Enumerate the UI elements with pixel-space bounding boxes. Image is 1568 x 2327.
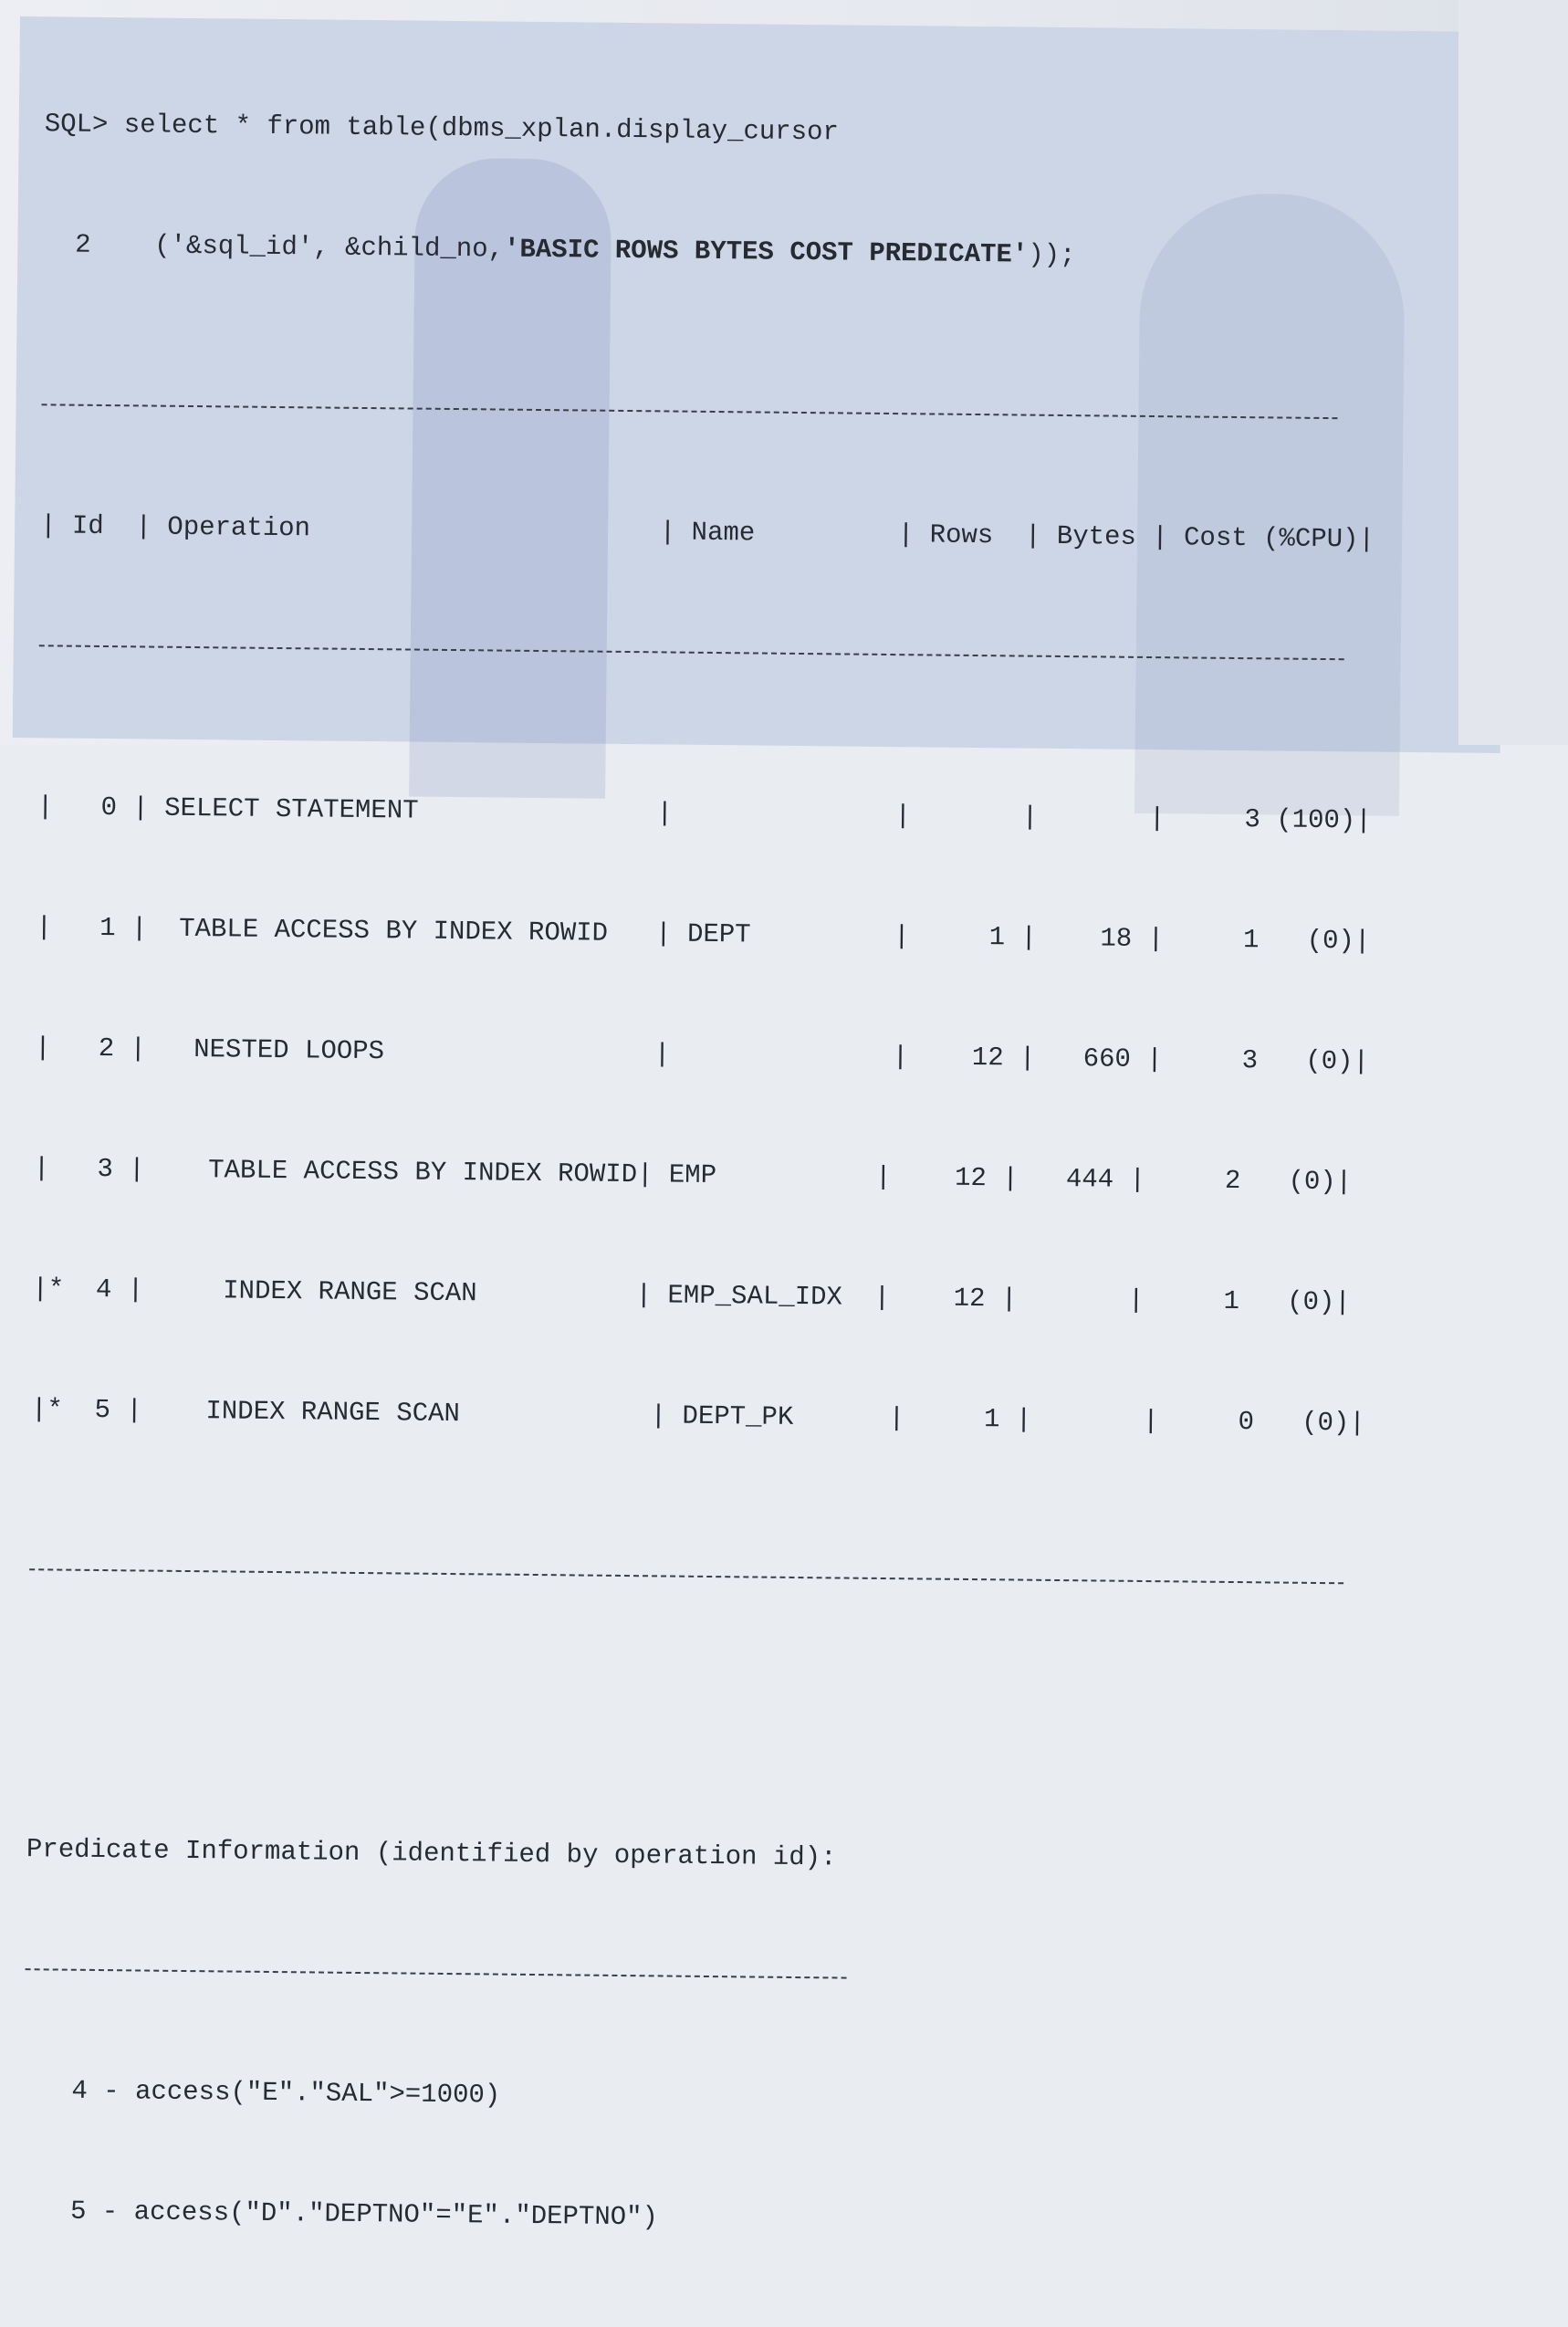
- predicate-title: Predicate Information (identified by operation id):: [26, 1834, 837, 1873]
- plan-table-header: | Id | Operation | Name | Rows | Bytes | Cost (%CPU)|: [39, 510, 1375, 555]
- sql-query-line-2-prefix: 2 ('&sql_id', &child_no,: [43, 229, 505, 265]
- plan-row: |* 5 | INDEX RANGE SCAN | DEPT_PK | 1 | | 0 (0)|: [30, 1394, 1365, 1439]
- sql-query-line-1: SQL> select * from table(dbms_xplan.display_cursor: [44, 109, 840, 148]
- code-listing-panel: [13, 16, 1508, 2233]
- plan-row: |* 4 | INDEX RANGE SCAN | EMP_SAL_IDX | 12 | | 1 (0)|: [32, 1274, 1351, 1318]
- plan-row: | 1 | TABLE ACCESS BY INDEX ROWID | DEPT | 1 | 18 | 1 (0)|: [36, 912, 1371, 957]
- plan-row: | 2 | NESTED LOOPS | | 12 | 660 | 3 (0)|: [34, 1032, 1370, 1077]
- sql-query-line-2: [43, 225, 1485, 280]
- plan-row: | 0 | SELECT STATEMENT | | | | 3 (100)|: [37, 791, 1372, 836]
- plan-row: | 3 | TABLE ACCESS BY INDEX ROWID| EMP | 12 | 444 | 2 (0)|: [33, 1153, 1353, 1198]
- divider: [39, 626, 1481, 682]
- divider: [25, 1950, 1467, 2006]
- divider: [41, 385, 1483, 441]
- page-margin: [1458, 0, 1568, 745]
- predicate-item: 5 - access("D"."DEPTNO"="E"."DEPTNO"): [22, 2196, 659, 2233]
- sql-query-line-2-suffix: ));: [1028, 239, 1076, 271]
- divider: [29, 1550, 1471, 1606]
- code-listing: [22, 24, 1488, 2326]
- spacer: [28, 1671, 1470, 1724]
- format-argument: 'BASIC ROWS BYTES COST PREDICATE': [503, 234, 1029, 270]
- predicate-item: 4 - access("E"."SAL">=1000): [24, 2075, 501, 2111]
